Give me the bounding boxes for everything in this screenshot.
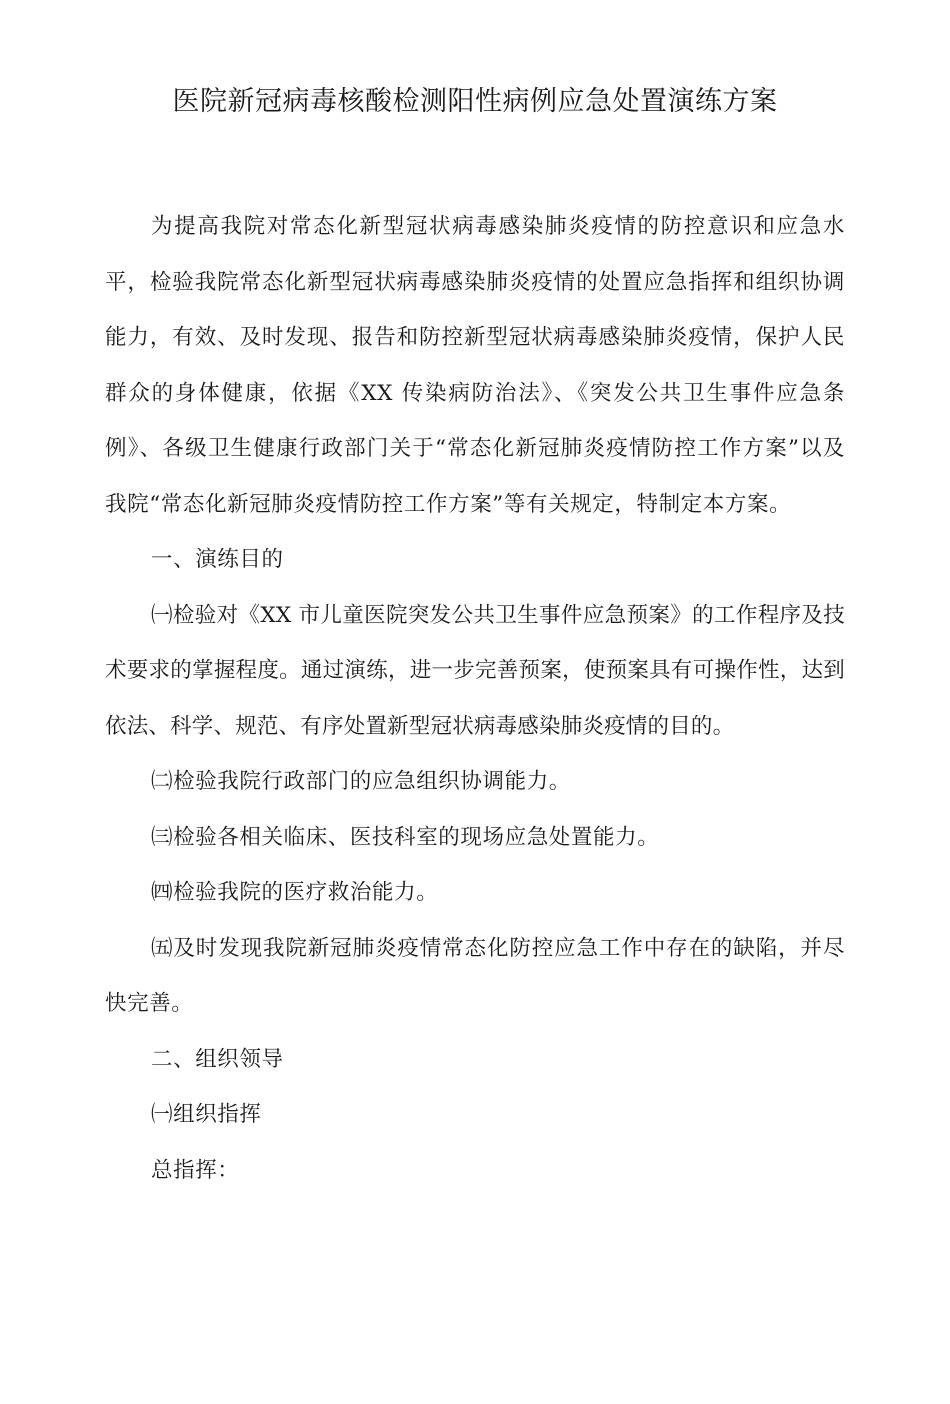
document-body	[105, 199, 845, 1198]
intro-paragraph: 为提高我院对常态化新型冠状病毒感染肺炎疫情的防控意识和应急水平，检验我院常态化新型冠状病毒感染肺炎疫情的处置应急指挥和组织协调能力，有效、及时发现、报告和防控新型冠状病毒感染肺炎疫情，保护人民群众的身体健康，依据《XX 传染病防治法》、《突发公共卫生事件应急条例》、各级卫生健康行政部门关于“常态化新冠肺炎疫情防控工作方案”以及我院“常态化新冠肺炎疫情防控工作方案”等有关规定，特制定本方案。	[105, 214, 845, 517]
purpose-item-5: ㈤及时发现我院新冠肺炎疫情常态化防控应急工作中存在的缺陷，并尽快完善。	[105, 935, 845, 1016]
purpose-item-1: ㈠检验对《XX 市儿童医院突发公共卫生事件应急预案》的工作程序及技术要求的掌握程度。通过演练，进一步完善预案，使预案具有可操作性，达到依法、科学、规范、有序处置新型冠状病毒感染肺炎疫情的目的。	[105, 602, 845, 739]
section-heading-organization: 二、组织领导	[151, 1046, 284, 1072]
subsection-heading-command: ㈠组织指挥	[151, 1102, 262, 1127]
document-title: 医院新冠病毒核酸检测阳性病例应急处置演练方案	[172, 86, 778, 117]
purpose-item-3: ㈢检验各相关临床、医技科室的现场应急处置能力。	[151, 824, 660, 850]
section-heading-drill-purpose: 一、演练目的	[151, 547, 284, 572]
commander-label: 总指挥：	[151, 1157, 240, 1183]
purpose-item-2: ㈡检验我院行政部门的应急组织协调能力。	[151, 769, 571, 794]
purpose-item-4: ㈣检验我院的医疗救治能力。	[151, 880, 439, 905]
